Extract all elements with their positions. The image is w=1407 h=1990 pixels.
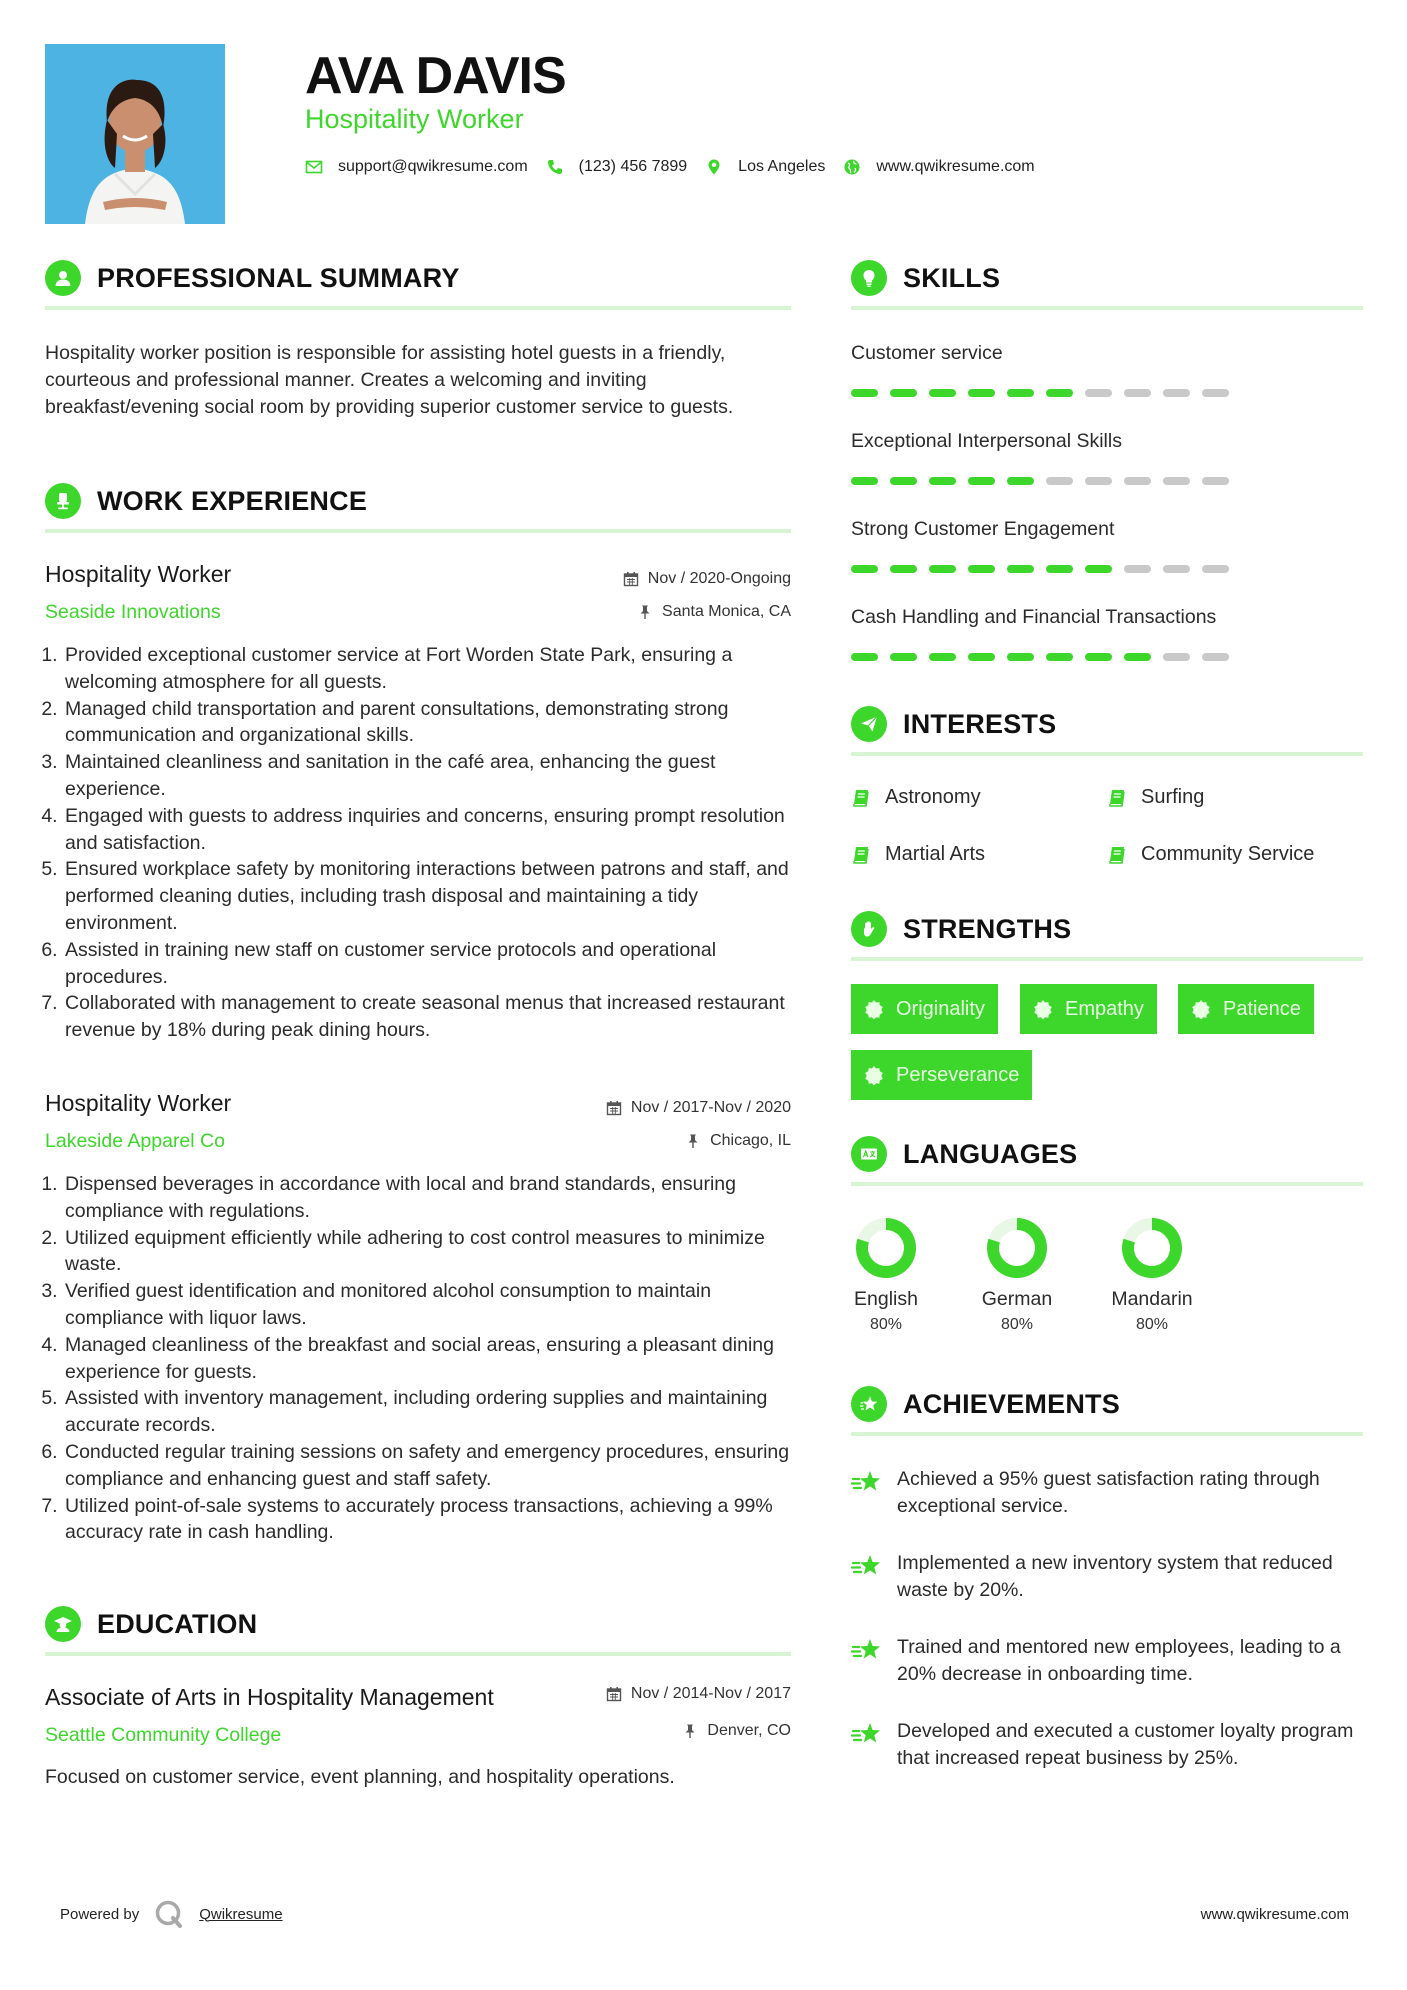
job-1-duties [45,642,795,1044]
pushpin-icon [682,1723,698,1739]
skill-2-name: Exceptional Interpersonal Skills [851,430,1122,452]
job-1-location [637,603,791,621]
languages-title: LANGUAGES [903,1138,1078,1169]
duty-item: 5. Ensured workplace safety by monitoring interactions between patrons and staff, and performed cleaning duties, including trash disposal and maintaining a tidy environment. [63,856,795,936]
book-icon [851,845,871,865]
location-pin-icon [705,158,723,176]
book-icon [851,788,871,808]
footer-url[interactable]: www.qwikresume.com [1200,1906,1349,1923]
contact-bar [305,158,1053,176]
skill-4-bar [851,653,1241,661]
job-2-title: Hospitality Worker [45,1090,232,1116]
portrait-image [45,44,225,224]
job-2-dates-text: Nov / 2017-Nov / 2020 [630,1099,791,1116]
duty-item: 1. Dispensed beverages in accordance with local and brand standards, ensuring compliance with regulations. [63,1171,795,1225]
skill-dash-empty [1202,389,1229,397]
powered-by-label: Powered by [60,1905,140,1923]
strength-label: Empathy [1065,997,1144,1020]
language-name: German [981,1288,1053,1310]
summary-section-header [45,260,791,310]
calendar-icon [606,1100,622,1116]
summary-text: Hospitality worker position is responsible for assisting hotel guests in a friendly, courteous and professional manner. Creates a welcoming and inviting breakfast/evening social room by providing superior customer service to guests. [45,342,734,418]
skill-dash-filled [890,389,917,397]
duty-item: 7. Collaborated with management to create seasonal menus that increased restaurant revenue by 18% during peak dining hours. [63,990,795,1044]
skill-dash-filled [1007,653,1034,661]
skill-dash-filled [929,653,956,661]
skill-3-bar [851,565,1241,573]
job-2-location-text: Chicago, IL [710,1132,791,1149]
achievement-text: Implemented a new inventory system that reduced waste by 20%. [897,1552,1333,1601]
skill-dash-empty [1202,565,1229,573]
skill-dash-filled [1007,389,1034,397]
achievement-item [851,1466,1371,1520]
skill-dash-filled [890,565,917,573]
duty-item: 4. Engaged with guests to address inquiries and concerns, ensuring prompt resolution and satisfaction. [63,803,795,857]
interest-label: Community Service [1141,843,1315,865]
language-percent: 80% [1000,1316,1034,1333]
skill-dash-filled [1046,389,1073,397]
star-icon [851,1386,887,1422]
interest-item [1107,786,1204,809]
skill-dash-filled [1046,565,1073,573]
graduate-icon [45,1606,81,1642]
strength-label: Patience [1223,997,1301,1020]
education-school: Seattle Community College [45,1724,282,1746]
interests-title: INTERESTS [903,708,1057,739]
badge-icon [864,999,884,1019]
language-name: English [854,1288,918,1310]
skill-dash-empty [1085,389,1112,397]
interest-label: Astronomy [885,786,981,808]
hand-icon [851,911,887,947]
skill-dash-empty [1163,389,1190,397]
candidate-role: Hospitality Worker [305,104,524,134]
job-2-dates [606,1099,791,1117]
skill-dash-filled [929,565,956,573]
strength-chip [1020,984,1157,1034]
skill-dash-empty [1124,389,1151,397]
skill-dash-filled [1046,653,1073,661]
calendar-icon [623,571,639,587]
contact-location: Los Angeles [738,158,826,175]
skill-dash-empty [1124,565,1151,573]
achievement-item [851,1550,1371,1604]
skill-dash-empty [1163,477,1190,485]
strength-chip [851,1050,1032,1100]
skill-dash-filled [890,653,917,661]
skill-3-name: Strong Customer Engagement [851,518,1115,540]
contact-email[interactable]: support@qwikresume.com [338,158,528,175]
achievement-text: Developed and executed a customer loyalty program that increased repeat business by 25%. [897,1720,1354,1769]
skill-dash-filled [968,653,995,661]
profile-photo [45,44,225,224]
skills-section-header [851,260,1363,310]
skill-dash-filled [968,389,995,397]
skill-dash-filled [968,477,995,485]
interest-label: Surfing [1141,786,1205,808]
shooting-star-icon [851,1636,883,1666]
skill-dash-empty [1046,477,1073,485]
interest-label: Martial Arts [885,843,986,865]
skills-title: SKILLS [903,262,1001,293]
achievements-title: ACHIEVEMENTS [903,1388,1120,1419]
language-percent: 80% [869,1316,903,1333]
education-section-header [45,1606,791,1656]
job-1-company: Seaside Innovations [45,601,221,623]
education-dates [606,1685,791,1703]
skill-dash-filled [968,565,995,573]
skill-1-bar [851,389,1241,397]
achievement-item [851,1718,1371,1772]
interest-item [851,786,981,809]
lightbulb-icon [851,260,887,296]
strength-chip [851,984,998,1034]
language-ring [854,1216,918,1280]
education-location-text: Denver, CO [707,1722,791,1739]
contact-phone[interactable]: (123) 456 7899 [578,158,688,175]
strength-chip [1178,984,1314,1034]
skill-dash-filled [851,389,878,397]
education-description: Focused on customer service, event planning, and hospitality operations. [45,1766,675,1788]
badge-icon [1191,999,1211,1019]
footer-powered-by [60,1898,283,1930]
skill-dash-empty [1202,653,1229,661]
shooting-star-icon [851,1552,883,1582]
language-item [1102,1216,1202,1334]
skill-dash-filled [851,477,878,485]
achievement-text: Achieved a 95% guest satisfaction rating through exceptional service. [897,1468,1320,1517]
badge-icon [1033,999,1053,1019]
skill-dash-empty [1124,477,1151,485]
duty-item: 6. Assisted in training new staff on customer service protocols and operational procedures. [63,937,795,991]
contact-website[interactable]: www.qwikresume.com [876,158,1035,175]
book-icon [1107,845,1127,865]
interests-section-header [851,706,1363,756]
skill-dash-filled [929,389,956,397]
duty-item: 6. Conducted regular training sessions on safety and emergency procedures, ensuring compliance and enhancing guest and staff safety. [63,1439,795,1493]
shooting-star-icon [851,1720,883,1750]
experience-title: WORK EXPERIENCE [97,485,368,516]
duty-item: 2. Managed child transportation and parent consultations, demonstrating strong communication and organizational skills. [63,696,795,750]
language-ring [1120,1216,1184,1280]
skill-4-name: Cash Handling and Financial Transactions [851,606,1217,628]
job-1-dates-text: Nov / 2020-Ongoing [647,570,791,587]
job-1-dates [623,570,791,588]
skill-dash-filled [1124,653,1151,661]
duty-item: 1. Provided exceptional customer service at Fort Worden State Park, ensuring a welcoming atmosphere for all guests. [63,642,795,696]
job-2-location [685,1132,791,1150]
experience-section-header [45,483,791,533]
office-chair-icon [45,483,81,519]
language-ring [985,1216,1049,1280]
phone-icon [546,158,564,176]
pushpin-icon [637,604,653,620]
skill-2-bar [851,477,1241,485]
language-item [836,1216,936,1334]
job-1-location-text: Santa Monica, CA [662,603,791,620]
book-icon [1107,788,1127,808]
education-title: EDUCATION [97,1608,258,1639]
education-degree: Associate of Arts in Hospitality Management [45,1684,494,1710]
duty-item: 2. Utilized equipment efficiently while adhering to cost control measures to minimize waste. [63,1225,795,1279]
user-icon [45,260,81,296]
duty-item: 3. Verified guest identification and monitored alcohol consumption to maintain compliance with liquor laws. [63,1278,795,1332]
duty-item: 5. Assisted with inventory management, including ordering supplies and maintaining accurate records. [63,1385,795,1439]
summary-title: PROFESSIONAL SUMMARY [97,262,460,293]
language-item [967,1216,1067,1334]
skill-dash-empty [1202,477,1229,485]
achievements-section-header [851,1386,1363,1436]
languages-section-header [851,1136,1363,1186]
shooting-star-icon [851,1468,883,1498]
achievement-item [851,1634,1371,1688]
job-2-duties [45,1171,795,1546]
achievement-text: Trained and mentored new employees, leading to a 20% decrease in onboarding time. [897,1636,1341,1685]
skill-dash-filled [1007,477,1034,485]
skill-dash-filled [851,565,878,573]
interest-item [851,843,985,866]
candidate-name: AVA DAVIS [305,47,566,105]
education-location [682,1722,791,1740]
strengths-section-header [851,911,1363,961]
calendar-icon [606,1686,622,1702]
pushpin-icon [685,1133,701,1149]
skill-dash-filled [929,477,956,485]
skill-dash-filled [1085,653,1112,661]
skill-dash-empty [1163,653,1190,661]
skill-1-name: Customer service [851,342,1003,364]
globe-icon [843,158,861,176]
skill-dash-filled [1085,565,1112,573]
skill-dash-filled [1007,565,1034,573]
skill-dash-empty [1163,565,1190,573]
interest-item [1107,843,1314,866]
strengths-title: STRENGTHS [903,913,1072,944]
paper-plane-icon [851,706,887,742]
duty-item: 3. Maintained cleanliness and sanitation in the café area, enhancing the guest experience. [63,749,795,803]
skill-dash-filled [890,477,917,485]
duty-item: 4. Managed cleanliness of the breakfast and social areas, ensuring a pleasant dining experience for guests. [63,1332,795,1386]
email-icon [305,158,323,176]
qwikresume-logo-icon [153,1898,185,1930]
skill-dash-filled [851,653,878,661]
badge-icon [864,1065,884,1085]
language-name: Mandarin [1111,1288,1193,1310]
strength-label: Originality [896,997,985,1020]
strength-label: Perseverance [896,1063,1020,1086]
job-1-title: Hospitality Worker [45,561,232,587]
translate-icon [851,1136,887,1172]
skill-dash-empty [1085,477,1112,485]
duty-item: 7. Utilized point-of-sale systems to accurately process transactions, achieving a 99% accuracy rate in cash handling. [63,1493,795,1547]
brand-link[interactable]: Qwikresume [199,1905,283,1923]
job-2-company: Lakeside Apparel Co [45,1130,225,1152]
language-percent: 80% [1135,1316,1169,1333]
education-dates-text: Nov / 2014-Nov / 2017 [630,1685,791,1702]
